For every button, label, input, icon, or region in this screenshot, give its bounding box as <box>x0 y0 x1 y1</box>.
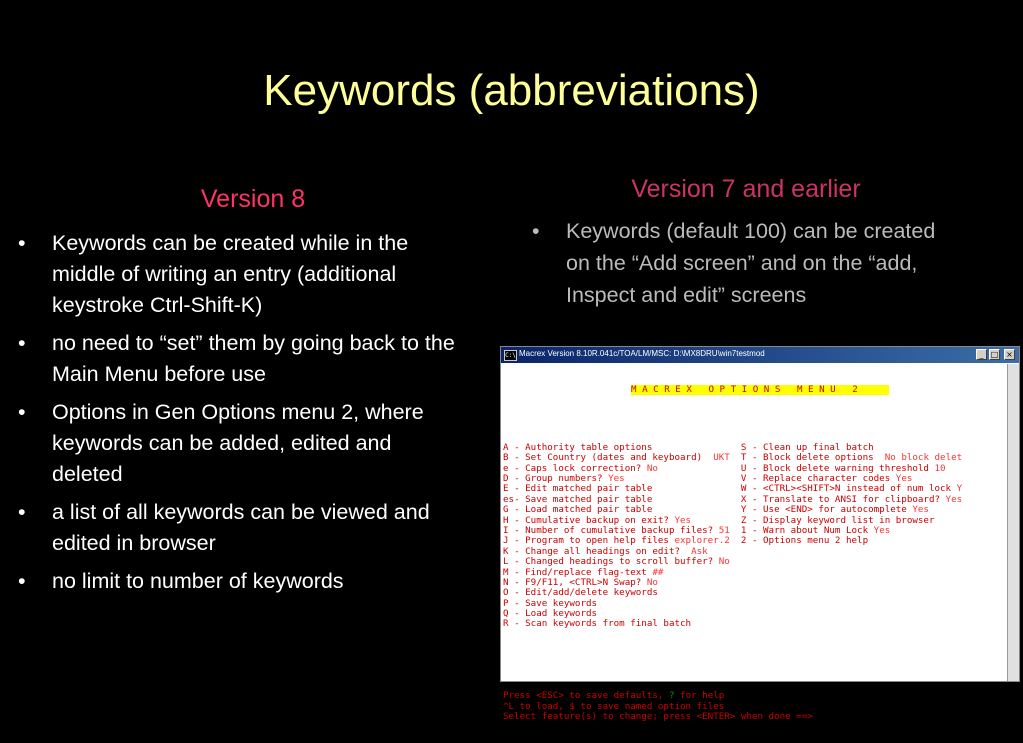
option-label: W - <CTRL><SHIFT>N instead of num lock <box>740 483 957 495</box>
option-label: e - Caps lock correction? <box>503 462 647 474</box>
window-title: Macrex Version 8.10R.041c/TOA/LM/MSC: D:\MX8DRU\win7testmod <box>519 349 765 358</box>
option-value: Yes <box>912 504 929 516</box>
bullet-text: Options in Gen Options menu 2, where keywords can be added, edited and deleted <box>52 400 424 486</box>
option-label: U - Block delete warning threshold <box>740 462 935 474</box>
options-menu-banner: M A C R E X O P T I O N S M E N U 2 <box>631 385 889 395</box>
option-value: Yes <box>608 473 625 484</box>
option-label: O - Edit/add/delete keywords <box>503 587 658 599</box>
option-label: Z - Display keyword list in browser <box>740 514 935 526</box>
option-label: 1 - Warn about Num Lock <box>740 524 874 536</box>
option-row[interactable] <box>503 619 1008 629</box>
bullet-text: Keywords (default 100) can be created on the “Add screen” and on the “add, Inspect and edit” screens <box>566 219 936 307</box>
bullet-dot: • <box>18 569 26 593</box>
console-app-icon: C:\ <box>505 352 516 359</box>
option-label: R - Scan keywords from final batch <box>503 618 692 630</box>
option-value: No <box>646 576 658 588</box>
console-scrollbar[interactable] <box>1007 364 1019 681</box>
bullet-item <box>18 497 458 559</box>
option-label: M - Find/replace flag-text <box>503 566 653 578</box>
option-value: ## <box>652 566 664 578</box>
footer-line: Select feature(s) to change; press <ENTER> when done ==> <box>503 711 813 723</box>
option-label: K - Change all headings on edit? <box>503 545 692 557</box>
minimize-button[interactable]: _ <box>976 349 987 360</box>
option-value: Y <box>956 483 963 495</box>
bullet-item <box>18 228 458 321</box>
bullet-dot: • <box>18 400 26 424</box>
option-value: Yes <box>945 493 963 505</box>
bullet-text: Keywords can be created while in the middle of writing an entry (additional keystroke Ctrl-Shift-K) <box>52 231 409 317</box>
option-label: A - Authority table options <box>503 441 653 453</box>
option-value: No block delet <box>884 452 963 464</box>
option-label: N - F9/F11, <CTRL>N Swap? <box>503 576 647 588</box>
bullet-item <box>18 397 458 490</box>
option-value: No <box>646 462 658 474</box>
option-label: Q - Load keywords <box>503 608 598 620</box>
option-label: X - Translate to ANSI for clipboard? <box>740 493 946 505</box>
option-value: explorer.2 <box>674 535 730 547</box>
bullet-text: no need to “set” them by going back to the Main Menu before use <box>52 331 455 386</box>
option-label: 2 - Options menu 2 help <box>740 535 869 547</box>
window-title-bar[interactable] <box>501 347 1019 363</box>
option-value: 10 <box>934 462 946 474</box>
version-8-bullet-list <box>18 228 458 604</box>
options-list <box>503 443 1008 630</box>
bullet-text: no limit to number of keywords <box>52 569 344 593</box>
bullet-item <box>18 328 458 390</box>
option-label: I - Number of cumulative backup files? <box>503 524 719 536</box>
slide-title: Keywords (abbreviations) <box>263 66 760 115</box>
bullet-item <box>532 215 952 311</box>
option-label: T - Block delete options <box>740 452 885 464</box>
option-value: Yes <box>873 524 891 536</box>
bullet-text: a list of all keywords can be viewed and edited in browser <box>52 500 430 555</box>
footer-line: Press <ESC> to save defaults, ? for help <box>503 690 725 702</box>
option-label: S - Clean up final batch <box>740 441 874 453</box>
option-label: E - Edit matched pair table <box>503 483 653 495</box>
option-label: D - Group numbers? <box>503 473 609 484</box>
option-label: J - Program to open help files <box>503 535 675 547</box>
option-label: P - Save keywords <box>503 597 598 609</box>
bullet-dot: • <box>18 231 26 255</box>
close-button[interactable]: × <box>1004 349 1015 360</box>
option-value: Yes <box>895 473 913 484</box>
option-value: Ask <box>691 545 708 557</box>
version-7-bullet-list <box>532 215 952 318</box>
option-label: V - Replace character codes <box>740 473 896 484</box>
bullet-item <box>18 566 458 597</box>
option-label: H - Cumulative backup on exit? <box>503 514 675 526</box>
version-8-heading: Version 8 <box>200 185 306 213</box>
option-label: B - Set Country (dates and keyboard) <box>503 452 714 464</box>
version-7-heading: Version 7 and earlier <box>631 175 861 203</box>
bullet-dot: • <box>532 219 540 243</box>
maximize-button[interactable]: □ <box>990 350 999 359</box>
option-label: G - Load matched pair table <box>503 504 653 516</box>
option-label: L - Changed headings to scroll buffer? <box>503 556 719 568</box>
option-label: es- Save matched pair table <box>503 493 653 505</box>
console-output[interactable] <box>503 364 1008 723</box>
option-value: 51 <box>718 524 730 536</box>
option-value: Yes <box>674 514 692 526</box>
console-footer <box>503 691 1008 722</box>
option-label: Y - Use <END> for autocomplete <box>740 504 913 516</box>
bullet-dot: • <box>18 500 26 524</box>
option-value: UKT <box>713 452 730 464</box>
bullet-dot: • <box>18 331 26 355</box>
footer-line: ^L to load, $ to save named option files <box>503 700 725 712</box>
option-value: No <box>718 556 730 568</box>
macrex-options-window <box>500 346 1020 723</box>
